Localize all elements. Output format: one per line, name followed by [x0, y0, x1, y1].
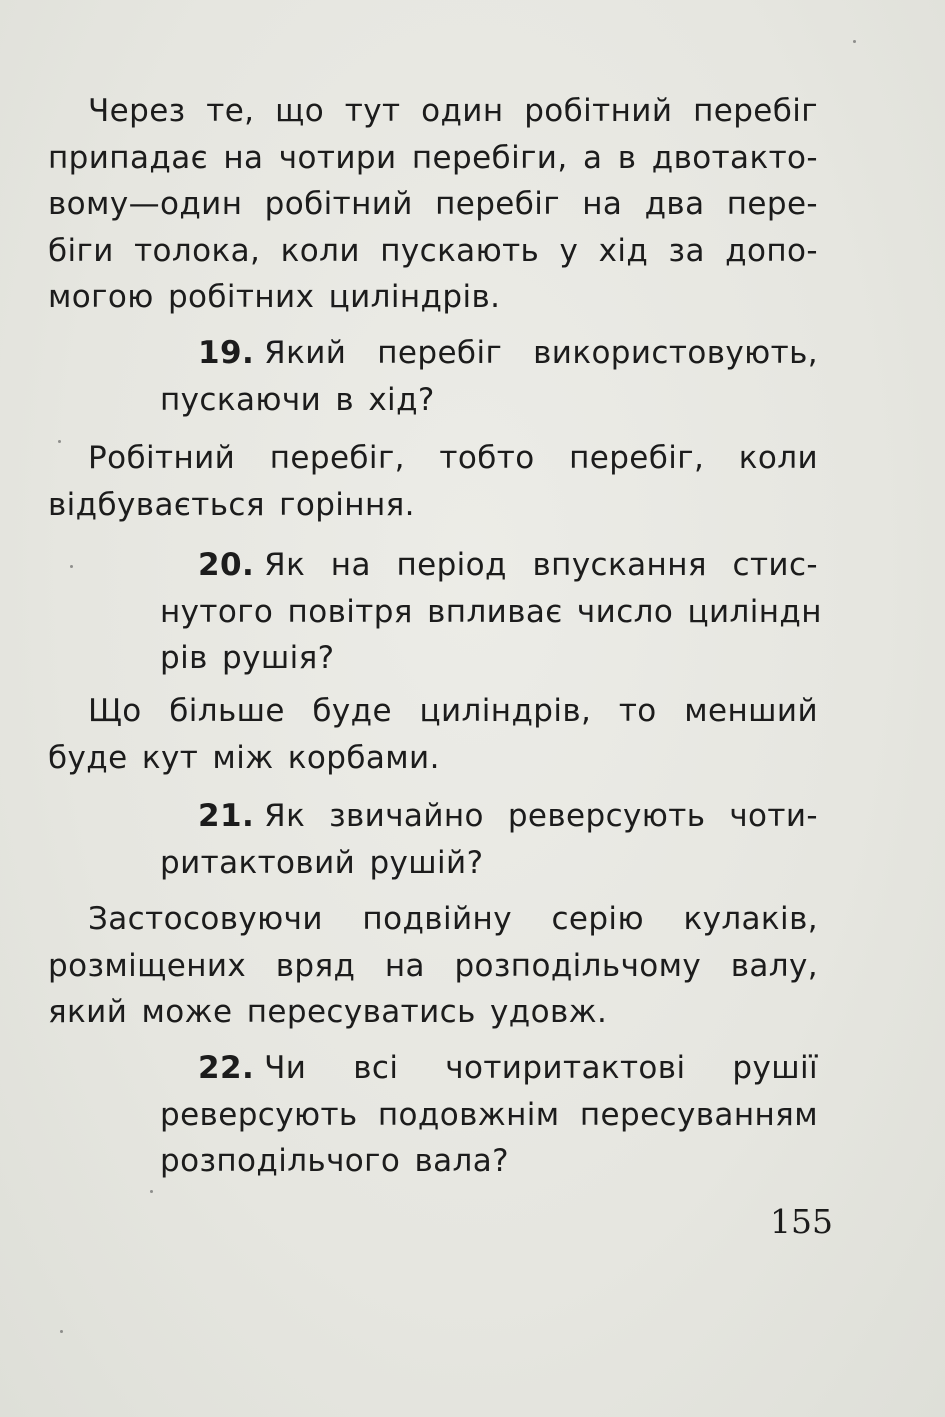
answer-line: розміщених вряд на розподільчому валу, — [48, 947, 818, 984]
question-line: 21. Як звичайно реверсують чоти- — [198, 798, 818, 834]
paper-speck — [853, 40, 856, 43]
question-22 — [160, 1045, 818, 1185]
question-line: розподільчого вала? — [160, 1143, 510, 1179]
answer-line: Робітний перебіг, тобто перебіг, коли — [88, 440, 818, 476]
answer-21 — [48, 896, 818, 1036]
question-number: 21. — [198, 798, 255, 834]
answer-line: Застосовуючи подвійну серію кулаків, — [88, 901, 818, 937]
question-line: ритактовий рушій? — [160, 844, 484, 881]
answer-line: буде кут між корбами. — [48, 739, 440, 776]
answer-line: відбувається горіння. — [48, 486, 415, 523]
question-line: реверсують подовжнім пересуванням — [160, 1096, 818, 1133]
paper-speck — [150, 1190, 153, 1193]
paper-speck — [60, 1330, 63, 1333]
answer-20 — [48, 688, 818, 781]
question-20 — [160, 542, 822, 682]
question-line: рів рушія? — [160, 640, 335, 676]
text-line: могою робітних циліндрів. — [48, 279, 501, 315]
question-line: 19. Який перебіг використовують, — [198, 335, 818, 371]
answer-19 — [48, 435, 818, 528]
question-19 — [160, 330, 818, 423]
paper-speck — [58, 440, 61, 443]
question-line: пускаючи в хід? — [160, 381, 435, 418]
question-number: 22. — [198, 1050, 255, 1086]
text-line: біги толока, коли пускають у хід за допо- — [48, 232, 818, 269]
question-number: 20. — [198, 547, 255, 583]
question-line: нутого повітря впливає число циліндн — [160, 593, 822, 630]
answer-line: Що більше буде циліндрів, то менший — [88, 693, 818, 729]
question-number: 19. — [198, 335, 255, 371]
answer-line: який може пересуватись удовж. — [48, 994, 608, 1030]
question-21 — [160, 793, 818, 886]
text-line: Через те, що тут один робітний перебіг — [88, 93, 818, 129]
intro-paragraph — [48, 88, 818, 321]
paper-speck — [70, 565, 73, 568]
text-line: вому—один робітний перебіг на два пере- — [48, 186, 818, 222]
text-line: припадає на чотири перебіги, а в двотакто- — [48, 139, 818, 176]
question-line: 20. Як на період впускання стис- — [198, 547, 818, 583]
page-number: 155 — [770, 1202, 833, 1241]
question-line: 22. Чи всі чотиритактові рушії — [198, 1050, 818, 1086]
